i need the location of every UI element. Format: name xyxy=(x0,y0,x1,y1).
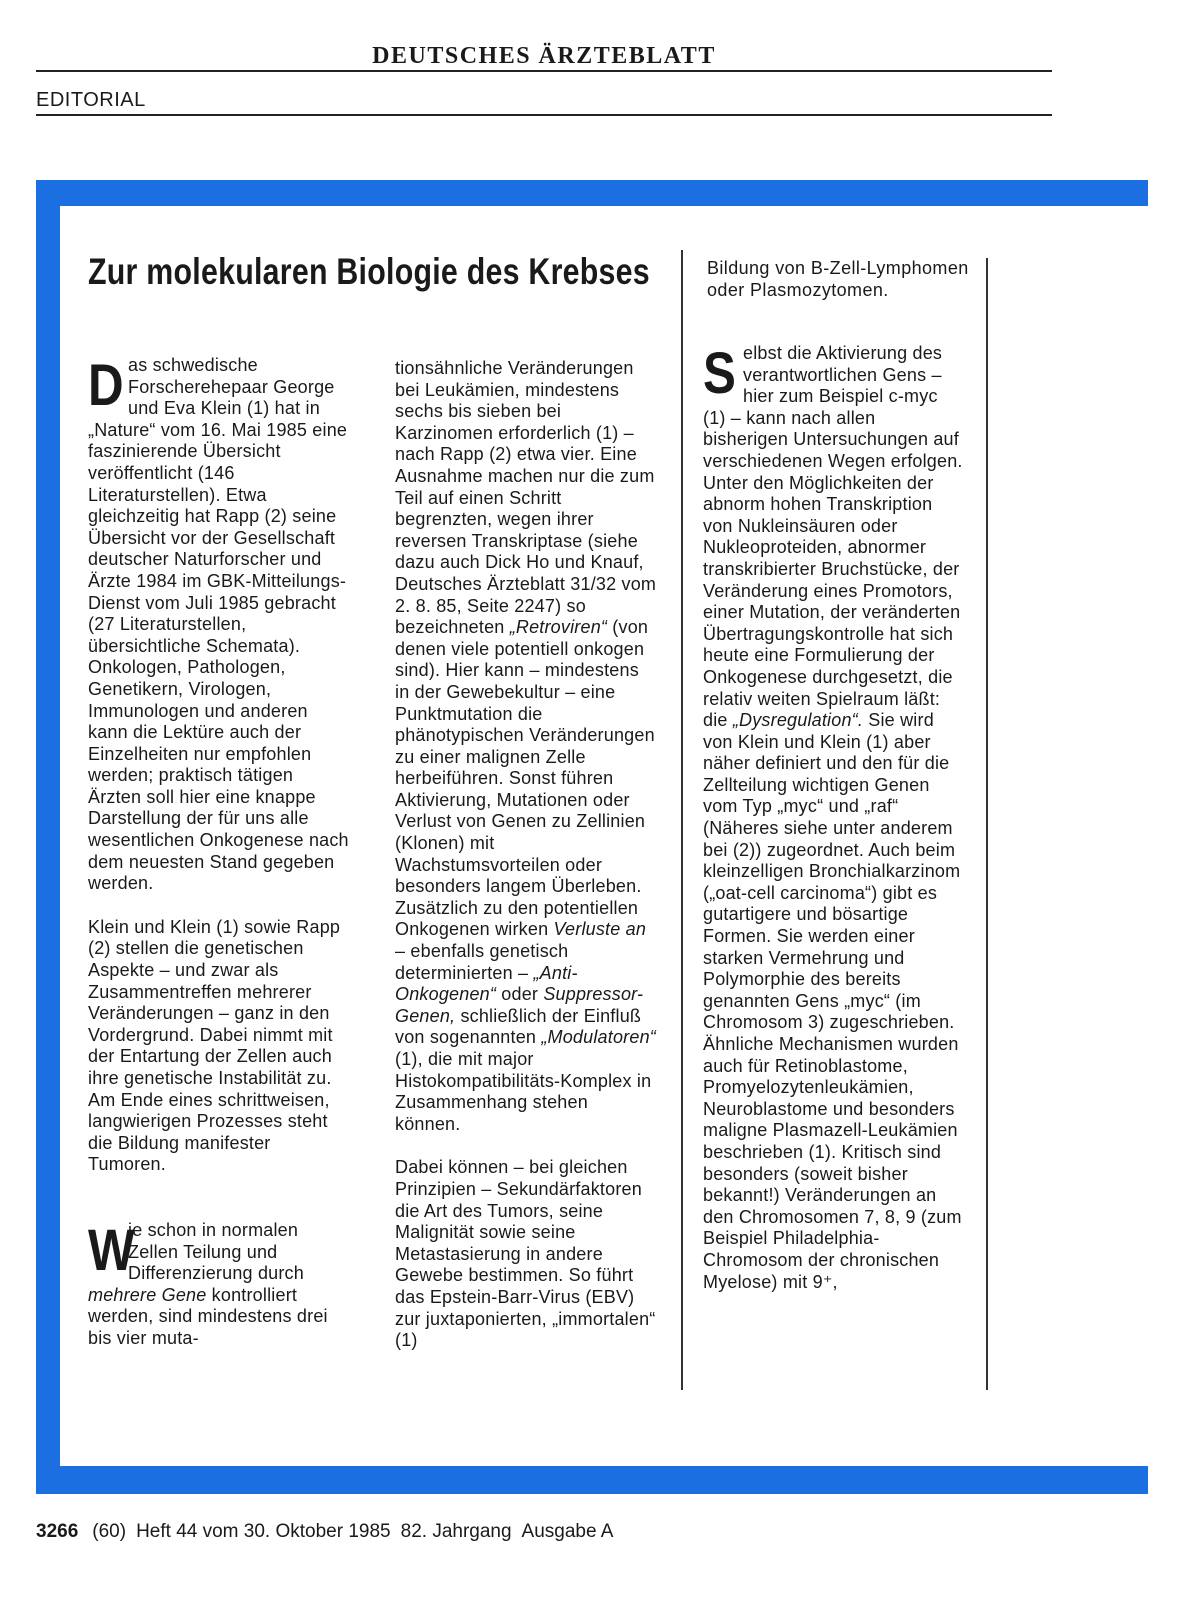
article-column-2 xyxy=(395,358,657,1352)
paragraph-text: as schwedische Forscherehepaar George und Eva Klein (1) hat in „Nature“ vom 16. Mai 1985 eine faszinierende Übersicht veröffentlicht (146 Literaturstellen). Etwa gleichzeitig hat Rapp (2) seine Übersicht vor der Gesellschaft deutscher Naturforscher und Ärzte 1984 im GBK-Mitteilungs-Dienst vom Juli 1985 gebracht (27 Literaturstellen, übersichtliche Schemata). Onkologen, Pathologen, Genetikern, Virologen, Immunologen und anderen kann die Lektüre auch der Einzelheiten nur empfohlen werden; praktisch tätigen Ärzten soll hier eine knappe Darstellung der für uns alle wesentlichen Onkogenese nach dem neuesten Stand gegeben werden. xyxy=(88,355,349,894)
emphasis: Suppressor-Genen, xyxy=(395,984,644,1026)
paragraph-text: (1), die mit major Histokompatibilitäts-Komplex in Zusammenhang stehen können. xyxy=(395,1049,652,1134)
paragraph-text: tionsähnliche Veränderungen bei Leukämien, mindestens sechs bis sieben bei Karzinomen erforderlich (1) – nach Rapp (2) etwa vier. Eine Ausnahme machen nur die zum Teil auf einen Schritt begrenzten, wegen ihrer reversen Transkriptase (siehe dazu auch Dick Ho und Knauf, Deutsches Ärzteblatt 31/32 vom 2. 8. 85, Seite 2247) so bezeichneten xyxy=(395,358,657,638)
masthead: DEUTSCHES ÄRZTEBLATT xyxy=(372,43,716,69)
issue-info: Heft 44 vom 30. Oktober 1985 xyxy=(136,1521,391,1542)
paragraph-text: oder xyxy=(496,984,544,1005)
paragraph xyxy=(88,1217,350,1350)
section-rule xyxy=(36,114,1052,116)
paragraph-text: schließlich der Einfluß von sogenannten xyxy=(395,1005,642,1048)
article-title: Zur molekularen Biologie des Krebses xyxy=(88,251,650,292)
paragraph-text: Sie wird von Klein und Klein (1) aber näher definiert und den für die Zellteilung wichtigen Genen vom Typ „myc“ und „raf“ (Näheres siehe unter anderem bei (2)) zugeordnet. Auch beim kleinzelligen Bronchialkarzinom („oat-cell carcinoma“) gibt es gutartigere und bösartige Formen. Sie werden einer starken Vermehrung und Polymorphie des bereits genannten Gens „myc“ (im Chromosom 3) zugeschrieben. Ähnliche Mechanismen wurden auch für Retinoblastome, Promyelozytenleukämien, Neuroblastome und besonders maligne Plasmazell-Leukämien beschrieben (1). Kritisch sind besonders (soweit bisher bekannt!) Veränderungen an den Chromosomen 7, 8, 9 (zum Beispiel Philadelphia-Chromosom der chronischen Myelose) mit 9⁺, xyxy=(703,710,962,1292)
masthead-rule xyxy=(36,70,1052,72)
paragraph xyxy=(88,355,350,895)
paragraph xyxy=(395,358,657,1135)
paragraph-text: – ebenfalls genetisch determinierten – xyxy=(395,941,569,983)
article-column-3 xyxy=(703,343,965,1293)
issue-page: (60) xyxy=(92,1521,127,1542)
paragraph xyxy=(395,1157,657,1351)
emphasis: Verluste an xyxy=(553,919,647,940)
column-continuation-note: Bildung von B-Zell-Lymphomen oder Plasmozytomen. xyxy=(707,258,969,300)
paragraph-text: Klein und Klein (1) sowie Rapp (2) stellen die genetischen Aspekte – und zwar als Zusammentreffen mehrerer Veränderungen – ganz in den Vordergrund. Dabei nimmt mit der Entartung der Zellen auch ihre genetische Instabilität zu. Am Ende eines schrittweisen, langwierigen Prozesses steht die Bildung manifester Tumoren. xyxy=(88,916,341,1175)
emphasis: „Dysregulation“. xyxy=(732,710,864,731)
article-column-1 xyxy=(88,355,350,1350)
drop-cap: S xyxy=(703,341,737,406)
emphasis: „Retroviren“ xyxy=(509,617,608,638)
page-number: 3266 xyxy=(36,1521,79,1542)
paragraph xyxy=(703,343,965,1293)
paragraph-text: ie schon in normalen Zellen Teilung und Differenzierung durch xyxy=(128,1219,304,1284)
section-label: EDITORIAL xyxy=(36,89,146,111)
paragraph-text: kontrolliert werden, sind mindestens drei bis vier muta- xyxy=(88,1284,328,1348)
drop-cap: W xyxy=(88,1217,135,1283)
paragraph-text: (von denen viele potentiell onkogen sind). Hier kann – mindestens in der Gewebekultur – eine Punktmutation die phänotypischen Veränderungen zu einer malignen Zelle herbeiführen. Sonst führen Aktivierung, Mutationen oder Verlust von Genen zu Zellinien (Klonen) mit Wachstumsvorteilen oder besonders langem Überleben. Zusätzlich zu den potentiellen Onkogenen wirken xyxy=(395,617,655,940)
emphasis: mehrere Gene xyxy=(88,1284,207,1305)
page-footer xyxy=(36,1520,623,1544)
column-divider-right xyxy=(986,258,988,1390)
emphasis: „Anti-Onkogenen“ xyxy=(395,962,578,1005)
volume-year: 82. Jahrgang xyxy=(400,1521,512,1542)
drop-cap: D xyxy=(88,353,124,418)
column-divider-left xyxy=(681,250,683,1390)
paragraph xyxy=(88,917,350,1176)
paragraph-text: elbst die Aktivierung des verantwortlichen Gens – hier zum Beispiel c-myc (1) – kann nach allen bisherigen Untersuchungen auf verschiedenen Wegen erfolgen. Unter den Möglichkeiten der abnorm hohen Transkription von Nukleinsäuren oder Nukleoproteiden, abnormer transkribierter Bruchstücke, der Veränderung eines Promotors, einer Mutation, der veränderten Übertragungskontrolle hat sich heute eine Formulierung der Onkogenese durchgesetzt, die relativ weiten Spielraum läßt: die xyxy=(703,343,963,731)
edition-label: Ausgabe A xyxy=(521,1521,614,1542)
paragraph-text: Dabei können – bei gleichen Prinzipien – Sekundärfaktoren die Art des Tumors, seine Malignität sowie seine Metastasierung in andere Gewebe bestimmen. So führt das Epstein-Barr-Virus (EBV) zur juxtaponierten, „immortalen“ (1) xyxy=(395,1157,656,1351)
emphasis: „Modulatoren“ xyxy=(541,1027,656,1048)
